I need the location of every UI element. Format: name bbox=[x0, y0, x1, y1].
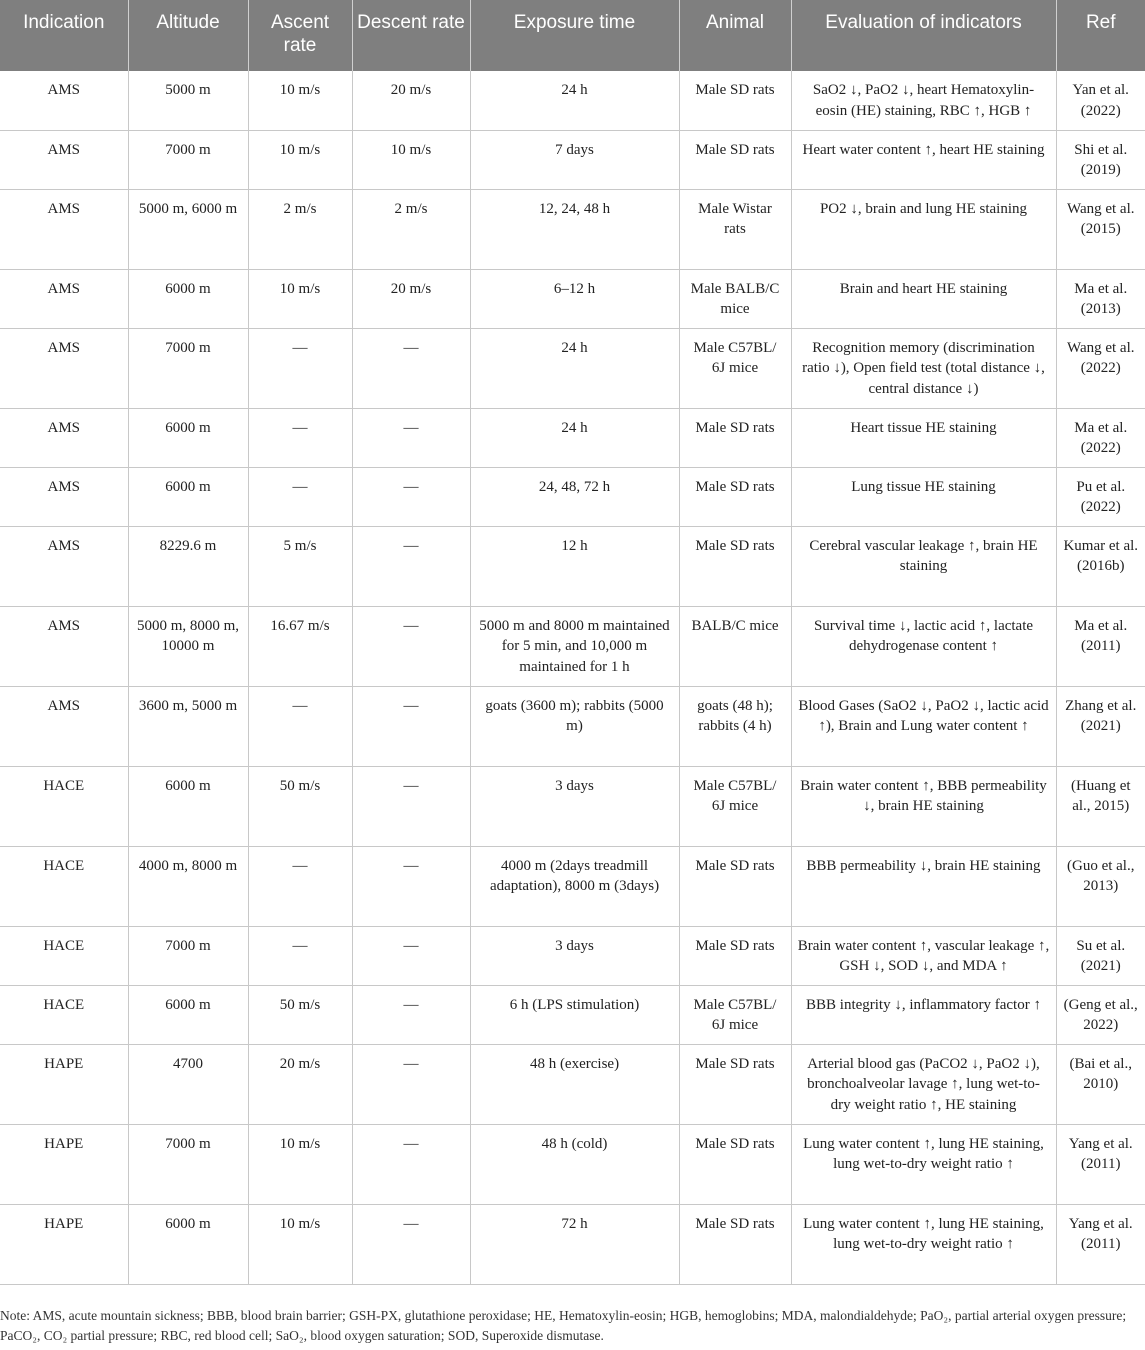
cell-ascent-rate: 5 m/s bbox=[248, 526, 352, 606]
cell-exposure-time: 24 h bbox=[470, 328, 679, 408]
cell-ref: (Guo et al., 2013) bbox=[1056, 846, 1145, 926]
header-descent-rate: Descent rate bbox=[352, 0, 470, 71]
cell-indication: AMS bbox=[0, 328, 128, 408]
cell-animal: Male SD rats bbox=[679, 1124, 791, 1204]
cell-exposure-time: 3 days bbox=[470, 766, 679, 846]
cell-ascent-rate: 50 m/s bbox=[248, 985, 352, 1044]
cell-exposure-time: 12 h bbox=[470, 526, 679, 606]
cell-animal: Male SD rats bbox=[679, 1204, 791, 1284]
cell-ascent-rate: 10 m/s bbox=[248, 269, 352, 328]
cell-evaluation: Lung tissue HE staining bbox=[791, 467, 1056, 526]
cell-ascent-rate: 16.67 m/s bbox=[248, 606, 352, 686]
table-row bbox=[0, 189, 1145, 269]
table-note: Note: AMS, acute mountain sickness; BBB, blood brain barrier; GSH-PX, glutathione peroxidase; HE, Hematoxylin-eosin; HGB, hemoglobins; MDA, malondialdehyde; PaO₂, partial arterial oxygen pressure; PaCO₂, CO₂ partial pressure; RBC, red blood cell; SaO₂, blood oxygen saturation; SOD, Superoxide dismutase. bbox=[0, 1308, 1127, 1343]
cell-animal: Male SD rats bbox=[679, 926, 791, 985]
cell-ascent-rate: 50 m/s bbox=[248, 766, 352, 846]
cell-evaluation: Brain water content ↑, BBB permeability ↓, brain HE staining bbox=[791, 766, 1056, 846]
cell-indication: AMS bbox=[0, 526, 128, 606]
cell-ascent-rate: — bbox=[248, 926, 352, 985]
cell-altitude: 4000 m, 8000 m bbox=[128, 846, 248, 926]
cell-altitude: 6000 m bbox=[128, 766, 248, 846]
cell-altitude: 6000 m bbox=[128, 467, 248, 526]
cell-animal: Male C57BL/ 6J mice bbox=[679, 985, 791, 1044]
cell-altitude: 7000 m bbox=[128, 130, 248, 189]
header-row bbox=[0, 0, 1145, 71]
cell-exposure-time: 7 days bbox=[470, 130, 679, 189]
cell-altitude: 3600 m, 5000 m bbox=[128, 686, 248, 766]
cell-ref: Wang et al. (2022) bbox=[1056, 328, 1145, 408]
cell-animal: Male C57BL/ 6J mice bbox=[679, 766, 791, 846]
cell-altitude: 7000 m bbox=[128, 1124, 248, 1204]
table-row bbox=[0, 269, 1145, 328]
cell-altitude: 7000 m bbox=[128, 926, 248, 985]
cell-ascent-rate: 10 m/s bbox=[248, 71, 352, 130]
cell-altitude: 5000 m, 6000 m bbox=[128, 189, 248, 269]
cell-ascent-rate: — bbox=[248, 408, 352, 467]
table-row bbox=[0, 328, 1145, 408]
cell-altitude: 7000 m bbox=[128, 328, 248, 408]
cell-animal: Male SD rats bbox=[679, 467, 791, 526]
cell-evaluation: BBB permeability ↓, brain HE staining bbox=[791, 846, 1056, 926]
cell-descent-rate: 10 m/s bbox=[352, 130, 470, 189]
cell-animal: Male Wistar rats bbox=[679, 189, 791, 269]
cell-ref: (Geng et al., 2022) bbox=[1056, 985, 1145, 1044]
table-row bbox=[0, 408, 1145, 467]
cell-evaluation: Brain water content ↑, vascular leakage ↑, GSH ↓, SOD ↓, and MDA ↑ bbox=[791, 926, 1056, 985]
cell-exposure-time: 48 h (cold) bbox=[470, 1124, 679, 1204]
cell-animal: Male SD rats bbox=[679, 526, 791, 606]
cell-ref: Ma et al. (2022) bbox=[1056, 408, 1145, 467]
cell-indication: AMS bbox=[0, 408, 128, 467]
cell-indication: HACE bbox=[0, 985, 128, 1044]
cell-indication: HAPE bbox=[0, 1044, 128, 1124]
table-row bbox=[0, 606, 1145, 686]
header-altitude: Altitude bbox=[128, 0, 248, 71]
table-body bbox=[0, 71, 1145, 1284]
cell-ascent-rate: 2 m/s bbox=[248, 189, 352, 269]
cell-exposure-time: 24 h bbox=[470, 408, 679, 467]
cell-indication: HAPE bbox=[0, 1204, 128, 1284]
cell-altitude: 4700 bbox=[128, 1044, 248, 1124]
cell-indication: HAPE bbox=[0, 1124, 128, 1204]
cell-ascent-rate: 20 m/s bbox=[248, 1044, 352, 1124]
table-row bbox=[0, 846, 1145, 926]
cell-indication: AMS bbox=[0, 269, 128, 328]
cell-ref: Ma et al. (2011) bbox=[1056, 606, 1145, 686]
cell-exposure-time: 3 days bbox=[470, 926, 679, 985]
cell-altitude: 6000 m bbox=[128, 408, 248, 467]
cell-ref: Ma et al. (2013) bbox=[1056, 269, 1145, 328]
table-row bbox=[0, 526, 1145, 606]
cell-exposure-time: goats (3600 m); rabbits (5000 m) bbox=[470, 686, 679, 766]
table-row bbox=[0, 1204, 1145, 1284]
cell-evaluation: Blood Gases (SaO2 ↓, PaO2 ↓, lactic acid ↑), Brain and Lung water content ↑ bbox=[791, 686, 1056, 766]
table-row bbox=[0, 1044, 1145, 1124]
header-ascent-rate: Ascent rate bbox=[248, 0, 352, 71]
cell-indication: AMS bbox=[0, 606, 128, 686]
cell-evaluation: BBB integrity ↓, inflammatory factor ↑ bbox=[791, 985, 1056, 1044]
cell-descent-rate: — bbox=[352, 846, 470, 926]
cell-descent-rate: — bbox=[352, 686, 470, 766]
cell-ref: Shi et al. (2019) bbox=[1056, 130, 1145, 189]
cell-exposure-time: 6 h (LPS stimulation) bbox=[470, 985, 679, 1044]
cell-evaluation: Lung water content ↑, lung HE staining, lung wet-to-dry weight ratio ↑ bbox=[791, 1124, 1056, 1204]
cell-altitude: 6000 m bbox=[128, 1204, 248, 1284]
cell-exposure-time: 5000 m and 8000 m maintained for 5 min, and 10,000 m maintained for 1 h bbox=[470, 606, 679, 686]
table-row bbox=[0, 1124, 1145, 1204]
header-exposure-time: Exposure time bbox=[470, 0, 679, 71]
cell-evaluation: SaO2 ↓, PaO2 ↓, heart Hematoxylin-eosin (HE) staining, RBC ↑, HGB ↑ bbox=[791, 71, 1056, 130]
cell-descent-rate: — bbox=[352, 1044, 470, 1124]
cell-descent-rate: — bbox=[352, 985, 470, 1044]
cell-ref: (Bai et al., 2010) bbox=[1056, 1044, 1145, 1124]
cell-indication: AMS bbox=[0, 130, 128, 189]
cell-animal: Male SD rats bbox=[679, 1044, 791, 1124]
cell-ascent-rate: — bbox=[248, 467, 352, 526]
cell-indication: HACE bbox=[0, 926, 128, 985]
cell-ref: Zhang et al. (2021) bbox=[1056, 686, 1145, 766]
cell-altitude: 5000 m bbox=[128, 71, 248, 130]
cell-evaluation: PO2 ↓, brain and lung HE staining bbox=[791, 189, 1056, 269]
cell-indication: AMS bbox=[0, 467, 128, 526]
cell-descent-rate: — bbox=[352, 467, 470, 526]
cell-descent-rate: — bbox=[352, 1204, 470, 1284]
cell-descent-rate: — bbox=[352, 1124, 470, 1204]
cell-animal: goats (48 h); rabbits (4 h) bbox=[679, 686, 791, 766]
cell-indication: AMS bbox=[0, 189, 128, 269]
cell-ascent-rate: — bbox=[248, 686, 352, 766]
cell-evaluation: Brain and heart HE staining bbox=[791, 269, 1056, 328]
cell-descent-rate: — bbox=[352, 328, 470, 408]
cell-indication: HACE bbox=[0, 846, 128, 926]
cell-evaluation: Cerebral vascular leakage ↑, brain HE staining bbox=[791, 526, 1056, 606]
cell-descent-rate: 20 m/s bbox=[352, 71, 470, 130]
cell-altitude: 6000 m bbox=[128, 269, 248, 328]
cell-ref: Kumar et al. (2016b) bbox=[1056, 526, 1145, 606]
table-row bbox=[0, 467, 1145, 526]
cell-ascent-rate: 10 m/s bbox=[248, 130, 352, 189]
cell-ascent-rate: — bbox=[248, 328, 352, 408]
cell-evaluation: Survival time ↓, lactic acid ↑, lactate dehydrogenase content ↑ bbox=[791, 606, 1056, 686]
cell-ref: Pu et al. (2022) bbox=[1056, 467, 1145, 526]
table-row bbox=[0, 926, 1145, 985]
cell-descent-rate: — bbox=[352, 766, 470, 846]
table-row bbox=[0, 985, 1145, 1044]
header-ref: Ref bbox=[1056, 0, 1145, 71]
cell-altitude: 5000 m, 8000 m, 10000 m bbox=[128, 606, 248, 686]
cell-animal: Male SD rats bbox=[679, 71, 791, 130]
header-indication: Indication bbox=[0, 0, 128, 71]
cell-descent-rate: — bbox=[352, 606, 470, 686]
cell-evaluation: Recognition memory (discrimination ratio ↓), Open field test (total distance ↓, central distance ↓) bbox=[791, 328, 1056, 408]
cell-ascent-rate: 10 m/s bbox=[248, 1124, 352, 1204]
cell-exposure-time: 72 h bbox=[470, 1204, 679, 1284]
cell-evaluation: Heart tissue HE staining bbox=[791, 408, 1056, 467]
cell-ascent-rate: — bbox=[248, 846, 352, 926]
cell-descent-rate: 2 m/s bbox=[352, 189, 470, 269]
cell-exposure-time: 4000 m (2days treadmill adaptation), 8000 m (3days) bbox=[470, 846, 679, 926]
cell-ref: Wang et al. (2015) bbox=[1056, 189, 1145, 269]
cell-animal: Male SD rats bbox=[679, 130, 791, 189]
cell-indication: AMS bbox=[0, 686, 128, 766]
cell-indication: HACE bbox=[0, 766, 128, 846]
table-row bbox=[0, 686, 1145, 766]
cell-descent-rate: 20 m/s bbox=[352, 269, 470, 328]
cell-altitude: 8229.6 m bbox=[128, 526, 248, 606]
cell-evaluation: Lung water content ↑, lung HE staining, lung wet-to-dry weight ratio ↑ bbox=[791, 1204, 1056, 1284]
cell-indication: AMS bbox=[0, 71, 128, 130]
cell-exposure-time: 24 h bbox=[470, 71, 679, 130]
cell-animal: Male C57BL/ 6J mice bbox=[679, 328, 791, 408]
cell-animal: Male BALB/C mice bbox=[679, 269, 791, 328]
cell-animal: Male SD rats bbox=[679, 408, 791, 467]
cell-exposure-time: 48 h (exercise) bbox=[470, 1044, 679, 1124]
cell-evaluation: Arterial blood gas (PaCO2 ↓, PaO2 ↓), bronchoalveolar lavage ↑, lung wet-to-dry weight ratio ↑, HE staining bbox=[791, 1044, 1056, 1124]
header-evaluation: Evaluation of indicators bbox=[791, 0, 1056, 71]
cell-exposure-time: 6–12 h bbox=[470, 269, 679, 328]
table-row bbox=[0, 130, 1145, 189]
table-row bbox=[0, 766, 1145, 846]
cell-ref: Su et al. (2021) bbox=[1056, 926, 1145, 985]
cell-ref: Yang et al. (2011) bbox=[1056, 1204, 1145, 1284]
cell-descent-rate: — bbox=[352, 926, 470, 985]
cell-exposure-time: 24, 48, 72 h bbox=[470, 467, 679, 526]
cell-altitude: 6000 m bbox=[128, 985, 248, 1044]
table-row bbox=[0, 71, 1145, 130]
cell-animal: Male SD rats bbox=[679, 846, 791, 926]
header-animal: Animal bbox=[679, 0, 791, 71]
cell-animal: BALB/C mice bbox=[679, 606, 791, 686]
cell-evaluation: Heart water content ↑, heart HE staining bbox=[791, 130, 1056, 189]
cell-ref: (Huang et al., 2015) bbox=[1056, 766, 1145, 846]
cell-descent-rate: — bbox=[352, 526, 470, 606]
cell-exposure-time: 12, 24, 48 h bbox=[470, 189, 679, 269]
cell-descent-rate: — bbox=[352, 408, 470, 467]
cell-ref: Yang et al. (2011) bbox=[1056, 1124, 1145, 1204]
cell-ref: Yan et al. (2022) bbox=[1056, 71, 1145, 130]
cell-ascent-rate: 10 m/s bbox=[248, 1204, 352, 1284]
